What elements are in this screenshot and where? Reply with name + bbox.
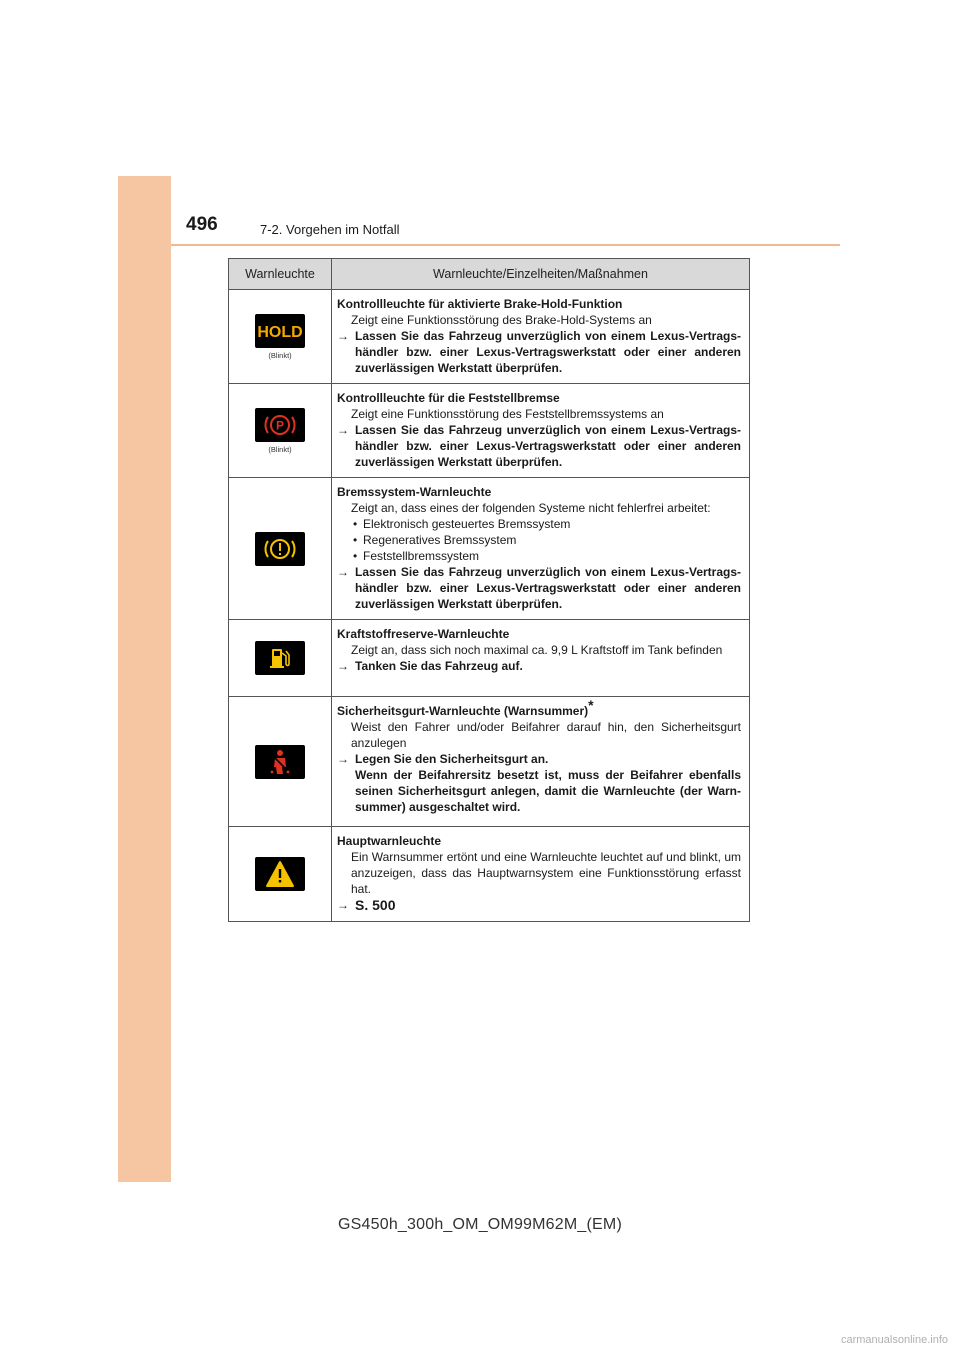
parking-brake-icon bbox=[255, 408, 305, 442]
icon-cell bbox=[229, 384, 332, 478]
header-rule bbox=[171, 244, 840, 246]
details-cell bbox=[332, 697, 750, 827]
warning-light-table bbox=[228, 258, 750, 922]
page-number: 496 bbox=[186, 214, 218, 235]
row-title: Bremssystem-Warnleuchte bbox=[337, 485, 492, 499]
row-description: Zeigt an, dass sich noch maximal ca. 9,9 L Kraftstoff im Tank befinden bbox=[351, 643, 723, 657]
hold-icon bbox=[255, 314, 305, 348]
row-action: → Tanken Sie das Fahrzeug auf. bbox=[337, 659, 523, 673]
row-title: Hauptwarnleuchte bbox=[337, 834, 442, 848]
watermark: carmanualsonline.info bbox=[840, 1334, 948, 1346]
row-title: Sicherheitsgurt-Warnleuchte (Warnsummer)* bbox=[337, 697, 594, 718]
arrow-right-icon: → bbox=[337, 329, 349, 343]
icon-cell bbox=[229, 827, 332, 922]
fuel-pump-icon bbox=[255, 641, 305, 675]
details-cell bbox=[332, 478, 750, 620]
manual-code-footer: GS450h_300h_OM_OM99M62M_(EM) bbox=[338, 1216, 622, 1233]
icon-cell bbox=[229, 290, 332, 384]
details-cell bbox=[332, 620, 750, 697]
seatbelt-icon bbox=[255, 745, 305, 779]
icon-note: (Blinkt) bbox=[268, 350, 292, 360]
row-action-continued: Wenn der Beifahrersitz besetzt ist, muss der Beifahrer ebenfalls seinen Sicherheitsgurt anlegen, damit die Warnleuchte (der Warnsummer) ausgeschaltet wird. bbox=[355, 768, 741, 814]
table-row bbox=[229, 478, 750, 620]
svg-text:P: P bbox=[275, 418, 285, 432]
row-description: Zeigt an, dass eines der folgenden Systeme nicht fehlerfrei arbeitet: bbox=[351, 501, 711, 515]
row-action: → Lassen Sie das Fahrzeug unverzüglich von einem Lexus-Vertragshändler bzw. einer Lexus-Vertragswerkstatt oder einer anderen zuverlässigen Werkstatt überprüfen. bbox=[337, 565, 741, 611]
arrow-right-icon: → bbox=[337, 898, 349, 912]
list-item: • Regeneratives Bremssystem bbox=[337, 532, 741, 548]
section-title: 7-2. Vorgehen im Notfall bbox=[260, 222, 400, 237]
table-row bbox=[229, 290, 750, 384]
table-row bbox=[229, 697, 750, 827]
icon-cell bbox=[229, 697, 332, 827]
arrow-right-icon: → bbox=[337, 752, 349, 766]
chapter-sidebar-tab bbox=[118, 176, 171, 1182]
icon-cell bbox=[229, 620, 332, 697]
details-cell bbox=[332, 384, 750, 478]
row-description: Weist den Fahrer und/oder Beifahrer darauf hin, den Sicherheitsgurt anzulegen bbox=[351, 720, 741, 750]
master-warning-icon bbox=[255, 857, 305, 891]
table-row bbox=[229, 384, 750, 478]
row-title: Kontrollleuchte für aktivierte Brake-Hold-Funktion bbox=[337, 297, 623, 311]
brake-system-icon bbox=[255, 532, 305, 566]
row-description: Zeigt eine Funktionsstörung des Brake-Hold-Systems an bbox=[351, 313, 652, 327]
table-header-row bbox=[229, 259, 750, 290]
arrow-right-icon: → bbox=[337, 423, 349, 437]
details-cell bbox=[332, 827, 750, 922]
table-row bbox=[229, 620, 750, 697]
row-action: → S. 500 bbox=[337, 897, 396, 913]
row-title: Kontrollleuchte für die Feststellbremse bbox=[337, 391, 560, 405]
column-header-details: Warnleuchte/Einzelheiten/Maßnahmen bbox=[332, 259, 750, 290]
svg-text:HOLD: HOLD bbox=[257, 323, 303, 341]
arrow-right-icon: → bbox=[337, 659, 349, 673]
list-item: • Elektronisch gesteuertes Bremssystem bbox=[337, 516, 741, 532]
details-cell bbox=[332, 290, 750, 384]
column-header-warnleuchte: Warnleuchte bbox=[229, 259, 332, 290]
icon-note: (Blinkt) bbox=[268, 444, 292, 454]
row-action: → Lassen Sie das Fahrzeug unverzüglich von einem Lexus-Vertragshändler bzw. einer Lexus-Vertragswerkstatt oder einer anderen zuverlässigen Werkstatt überprüfen. bbox=[337, 423, 741, 469]
list-item: • Feststellbremssystem bbox=[337, 548, 741, 564]
row-action: → Lassen Sie das Fahrzeug unverzüglich von einem Lexus-Vertragshändler bzw. einer Lexus-Vertragswerkstatt oder einer anderen zuverlässigen Werkstatt überprüfen. bbox=[337, 329, 741, 375]
row-description: Ein Warnsummer ertönt und eine Warnleuchte leuchtet auf und blinkt, um anzuzeigen, dass das Hauptwarnsystem eine Funktionsstörung erfasst hat. bbox=[351, 850, 741, 896]
table-row bbox=[229, 827, 750, 922]
icon-cell bbox=[229, 478, 332, 620]
arrow-right-icon: → bbox=[337, 565, 349, 579]
row-description: Zeigt eine Funktionsstörung des Feststellbremssystems an bbox=[351, 407, 664, 421]
row-title: Kraftstoffreserve-Warnleuchte bbox=[337, 627, 510, 641]
row-action: → Legen Sie den Sicherheitsgurt an. bbox=[337, 752, 549, 766]
